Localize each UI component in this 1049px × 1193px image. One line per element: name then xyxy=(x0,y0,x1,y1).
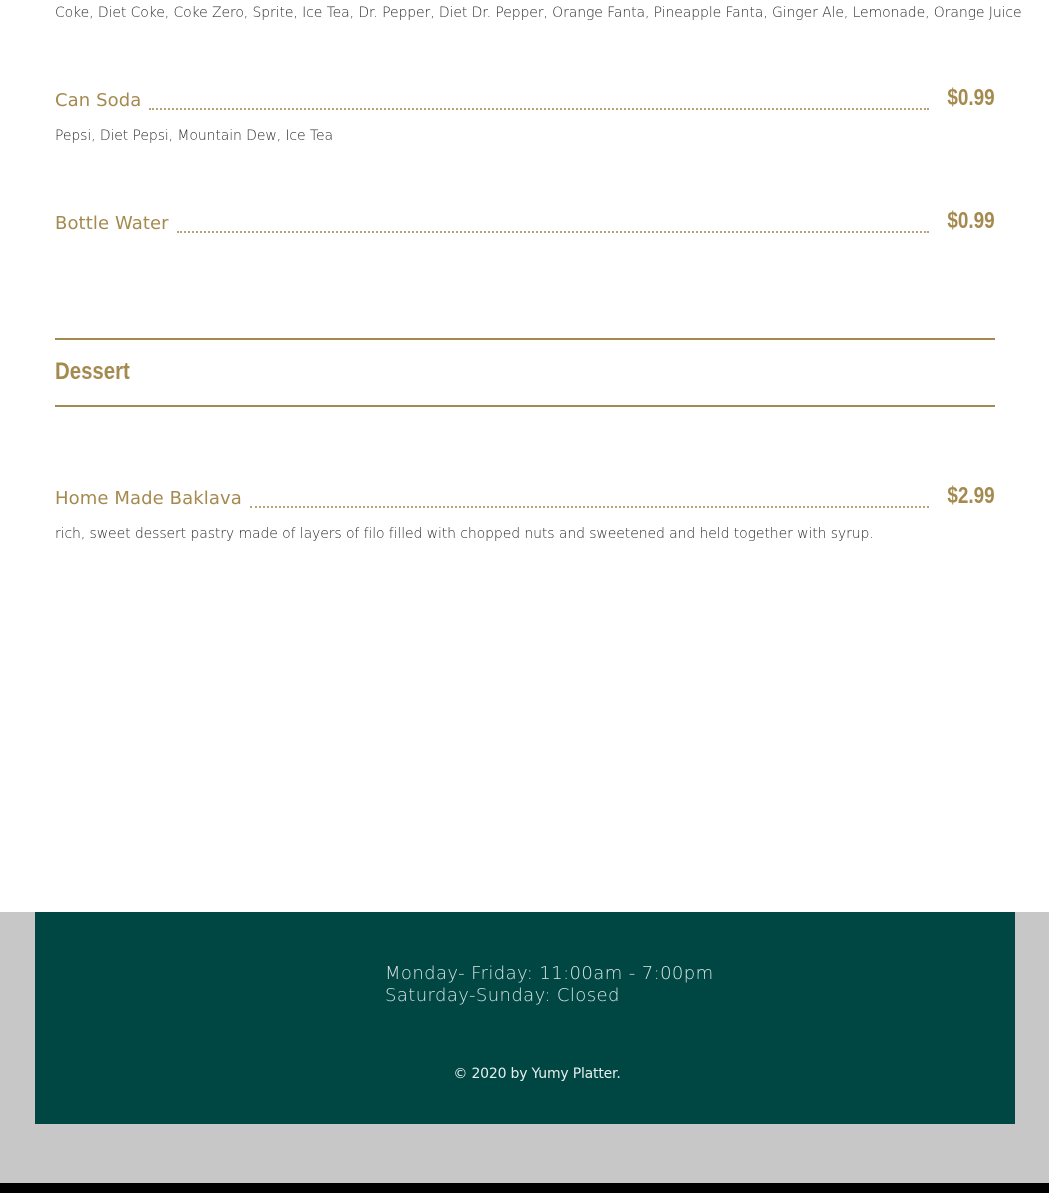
menu-item-baklava xyxy=(55,480,995,510)
menu-item-bottle-water xyxy=(55,205,995,235)
section-title-dessert: Dessert xyxy=(55,358,130,385)
baklava-description: rich, sweet dessert pastry made of layers of filo filled with chopped nuts and sweetened and held together with syrup. xyxy=(55,526,874,542)
site-footer xyxy=(35,912,1015,1124)
dot-leader xyxy=(149,107,929,110)
hours-weekday: Monday- Friday: 11:00am - 7:00pm xyxy=(385,963,714,984)
item-price: $0.99 xyxy=(947,207,995,233)
item-name: Home Made Baklava xyxy=(55,488,242,509)
hours-weekend: Saturday-Sunday: Closed xyxy=(385,985,620,1006)
dot-leader xyxy=(250,505,930,508)
can-soda-description: Pepsi, Diet Pepsi, Mountain Dew, Ice Tea xyxy=(55,128,333,144)
section-top-rule xyxy=(55,338,995,340)
copyright-notice: © 2020 by Yumy Platter. xyxy=(453,1066,621,1082)
item-price: $0.99 xyxy=(947,84,995,110)
item-price: $2.99 xyxy=(947,482,995,508)
item-name: Bottle Water xyxy=(55,213,169,234)
fountain-drinks-description: Coke, Diet Coke, Coke Zero, Sprite, Ice Tea, Dr. Pepper, Diet Dr. Pepper, Orange Fanta, Pineapple Fanta, Ginger Ale, Lemonade, Orange Juice xyxy=(55,5,1022,21)
menu-item-can-soda xyxy=(55,82,995,112)
section-bottom-rule xyxy=(55,405,995,407)
item-name: Can Soda xyxy=(55,90,142,111)
opening-hours xyxy=(385,963,714,1007)
dot-leader xyxy=(177,230,930,233)
bottom-bar xyxy=(0,1183,1049,1193)
